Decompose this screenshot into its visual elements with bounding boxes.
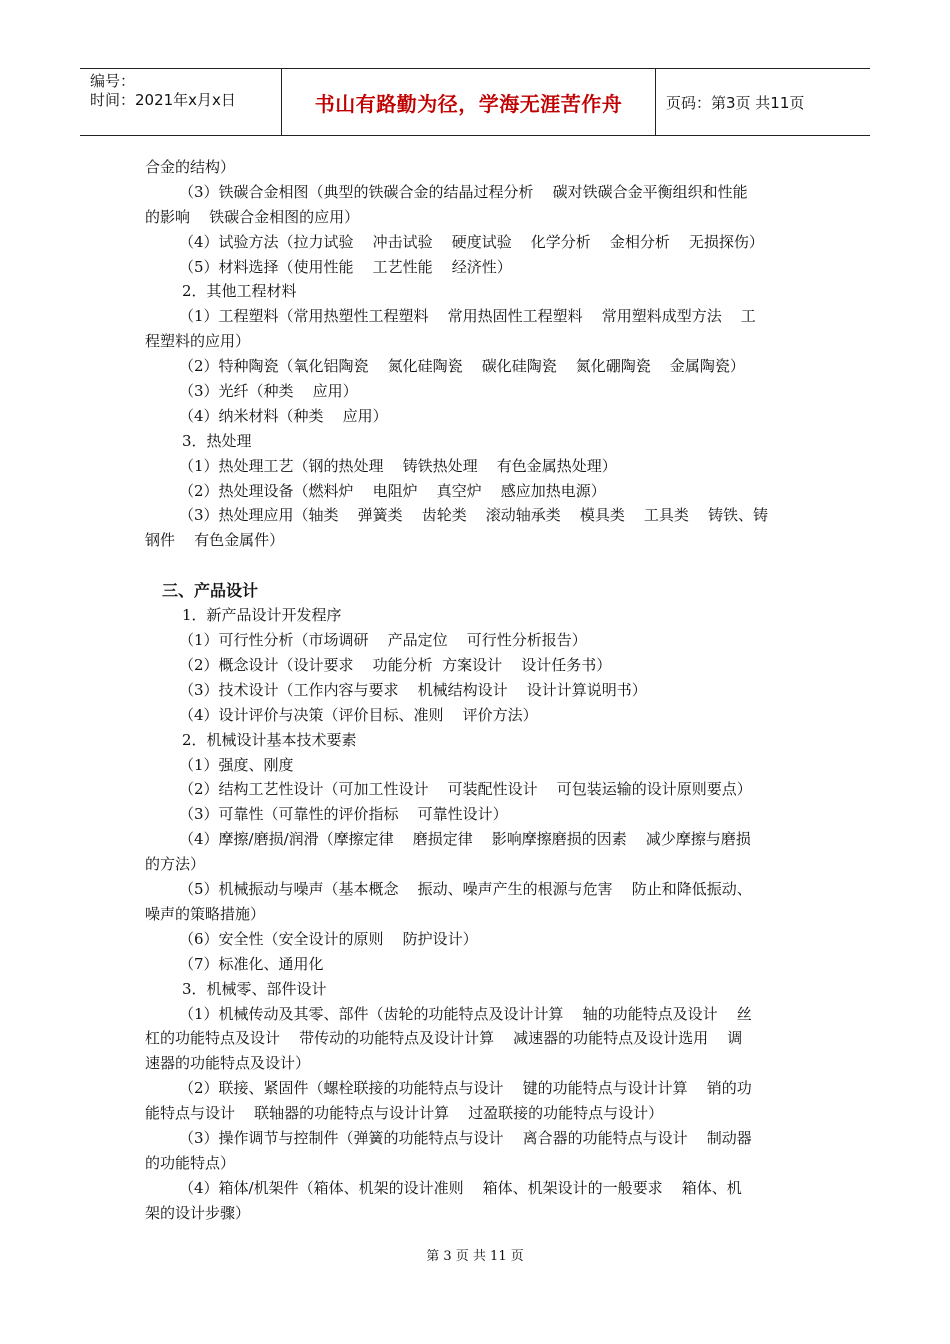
text-line: （1）机械传动及其零、部件（齿轮的功能特点及设计计算 轴的功能特点及设计 丝 (179, 1004, 752, 1023)
text-line: （5）机械振动与噪声（基本概念 振动、噪声产生的根源与危害 防止和降低振动、 (179, 880, 752, 899)
text-line: 合金的结构） (145, 158, 236, 176)
text-line: 程塑料的应用） (145, 332, 251, 351)
text-line: （4）设计评价与决策（评价目标、准则 评价方法） (179, 705, 538, 724)
text-line: 的方法） (145, 855, 206, 874)
text-line: （1）工程塑料（常用热塑性工程塑料 常用热固性工程塑料 常用塑料成型方法 工 (179, 307, 756, 326)
text-line: 速器的功能特点及设计） (145, 1054, 311, 1073)
text-line: （1）强度、刚度 (179, 755, 294, 774)
text-line: （4）纳米材料（种类 应用） (179, 406, 388, 425)
header-page-info: 页码：第3页 共11页 (666, 93, 805, 112)
text-line: （3）技术设计（工作内容与要求 机械结构设计 设计计算说明书） (179, 680, 647, 699)
text-line: （6）安全性（安全设计的原则 防护设计） (179, 929, 478, 948)
text-line: 3．机械零、部件设计 (182, 979, 327, 998)
text-line: （2）联接、紧固件（螺栓联接的功能特点与设计 键的功能特点与设计计算 销的功 (179, 1079, 752, 1098)
text-line: （2）特种陶瓷（氧化铝陶瓷 氮化硅陶瓷 碳化硅陶瓷 氮化硼陶瓷 金属陶瓷） (179, 357, 745, 376)
text-line: （1）热处理工艺（钢的热处理 铸铁热处理 有色金属热处理） (179, 456, 617, 475)
text-line: 架的设计步骤） (145, 1203, 251, 1222)
text-line: （7）标准化、通用化 (179, 954, 324, 973)
section-title: 三、产品设计 (162, 581, 259, 601)
text-line: （2）结构工艺性设计（可加工性设计 可装配性设计 可包装运输的设计原则要点） (179, 780, 752, 799)
text-line: 的影响 铁碳合金相图的应用） (145, 207, 360, 226)
text-line: （3）操作调节与控制件（弹簧的功能特点与设计 离合器的功能特点与设计 制动器 (179, 1128, 752, 1147)
text-line: 杠的功能特点及设计 带传动的功能特点及设计计算 减速器的功能特点及设计选用 调 (145, 1029, 743, 1048)
text-line: 2．其他工程材料 (182, 282, 297, 301)
text-line: 能特点与设计 联轴器的功能特点与设计计算 过盈联接的功能特点与设计） (145, 1104, 664, 1123)
header-motto: 书山有路勤为径，学海无涯苦作舟 (282, 69, 656, 135)
text-line: （2）热处理设备（燃料炉 电阻炉 真空炉 感应加热电源） (179, 481, 606, 500)
text-line: （3）光纤（种类 应用） (179, 382, 358, 401)
text-line: （4）箱体/机架件（箱体、机架的设计准则 箱体、机架设计的一般要求 箱体、机 (179, 1178, 742, 1197)
header-number-label: 编号： (90, 72, 136, 90)
text-line: 3．热处理 (182, 431, 252, 450)
header-time-label: 时间：2021年x月x日 (90, 91, 236, 109)
text-line: 钢件 有色金属件） (145, 531, 285, 550)
page-header (80, 68, 870, 136)
text-line: （2）概念设计（设计要求 功能分析 方案设计 设计任务书） (179, 656, 612, 675)
document-body (145, 155, 807, 1226)
text-line: （3）热处理应用（轴类 弹簧类 齿轮类 滚动轴承类 模具类 工具类 铸铁、铸 (179, 506, 768, 525)
text-line: （5）材料选择（使用性能 工艺性能 经济性） (179, 257, 512, 276)
text-line: 的功能特点） (145, 1153, 236, 1172)
text-line: （3）可靠性（可靠性的评价指标 可靠性设计） (179, 805, 508, 824)
page-footer: 第 3 页 共 11 页 (426, 1249, 524, 1264)
text-line: 2．机械设计基本技术要素 (182, 730, 357, 749)
text-line: 噪声的策略措施） (145, 904, 266, 923)
text-line: （3）铁碳合金相图（典型的铁碳合金的结晶过程分析 碳对铁碳合金平衡组织和性能 (179, 182, 748, 201)
text-line: （4）试验方法（拉力试验 冲击试验 硬度试验 化学分析 金相分析 无损探伤） (179, 232, 764, 251)
text-line: （4）摩擦/磨损/润滑（摩擦定律 磨损定律 影响摩擦磨损的因素 减少摩擦与磨损 (179, 830, 751, 849)
text-line: （1）可行性分析（市场调研 产品定位 可行性分析报告） (179, 631, 587, 650)
header-meta-cell (80, 69, 282, 135)
text-line: 1．新产品设计开发程序 (182, 606, 342, 625)
